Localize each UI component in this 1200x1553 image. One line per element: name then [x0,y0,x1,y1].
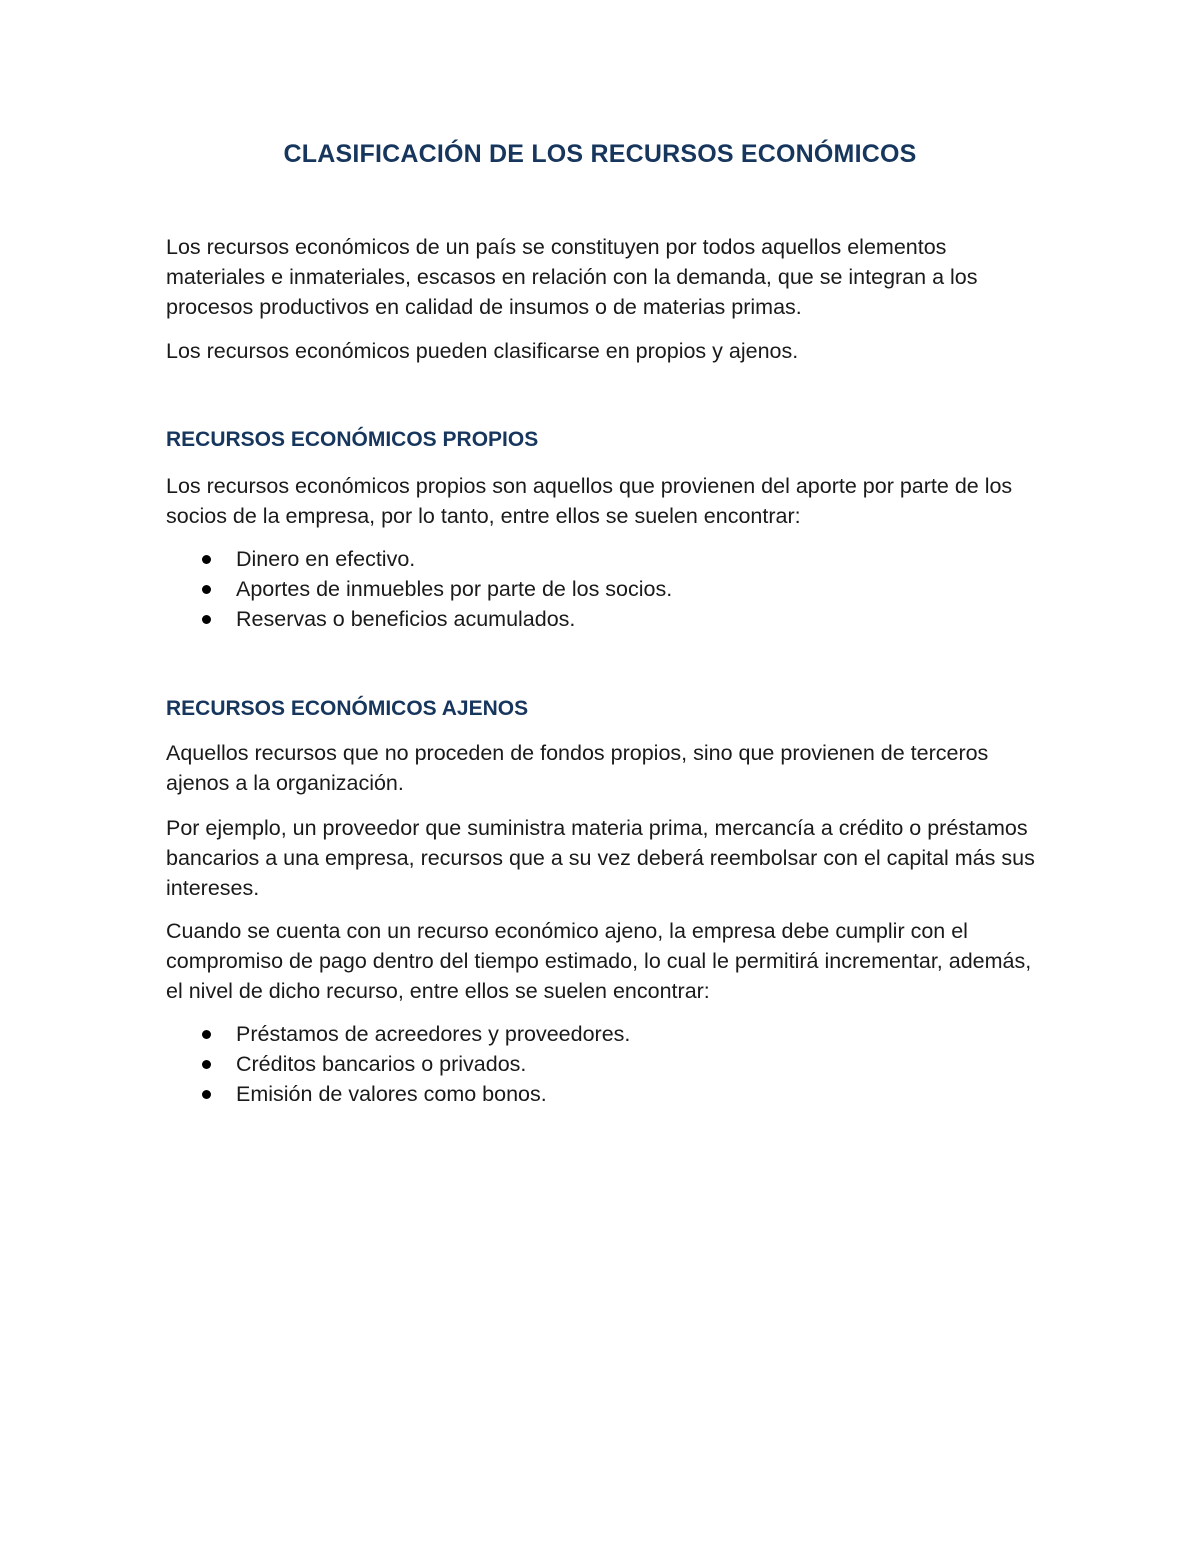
bullet-icon [202,1090,211,1099]
bullet-icon [202,1060,211,1069]
list-item-text: Dinero en efectivo. [236,547,416,571]
ajenos-paragraph-2: Por ejemplo, un proveedor que suministra materia prima, mercancía a crédito o préstamos bancarios a una empresa, recursos que a su vez deberá reembolsar con el capital más sus intereses. [166,816,1035,900]
list-item [166,1049,630,1079]
list-item [166,544,672,574]
list-item-text: Préstamos de acreedores y proveedores. [236,1022,631,1046]
list-item [166,1079,630,1109]
heading-recursos-ajenos: RECURSOS ECONÓMICOS AJENOS [166,697,529,720]
ajenos-paragraph-3: Cuando se cuenta con un recurso económico ajeno, la empresa debe cumplir con el compromiso de pago dentro del tiempo estimado, lo cual le permitirá incrementar, además, el nivel de dicho recurso, entre ellos se suelen encontrar: [166,919,1032,1003]
document-title: CLASIFICACIÓN DE LOS RECURSOS ECONÓMICOS [283,140,917,168]
bullet-icon [202,555,211,564]
heading-recursos-propios: RECURSOS ECONÓMICOS PROPIOS [166,428,539,451]
ajenos-bullet-list [166,1019,630,1109]
bullet-icon [202,1030,211,1039]
intro-paragraph-2: Los recursos económicos pueden clasificarse en propios y ajenos. [166,339,799,363]
bullet-icon [202,615,211,624]
list-item [166,1019,630,1049]
propios-bullet-list [166,544,672,634]
list-item [166,604,672,634]
ajenos-paragraph-1: Aquellos recursos que no proceden de fondos propios, sino que provienen de terceros ajenos a la organización. [166,741,989,795]
propios-paragraph-1: Los recursos económicos propios son aquellos que provienen del aporte por parte de los socios de la empresa, por lo tanto, entre ellos se suelen encontrar: [166,474,1013,528]
bullet-icon [202,585,211,594]
list-item-text: Créditos bancarios o privados. [236,1052,527,1076]
list-item-text: Emisión de valores como bonos. [236,1082,547,1106]
intro-paragraph-1: Los recursos económicos de un país se constituyen por todos aquellos elementos materiales e inmateriales, escasos en relación con la demanda, que se integran a los procesos productivos en calidad de insumos o de materias primas. [166,235,978,319]
list-item-text: Aportes de inmuebles por parte de los socios. [236,577,673,601]
list-item [166,574,672,604]
list-item-text: Reservas o beneficios acumulados. [236,607,576,631]
